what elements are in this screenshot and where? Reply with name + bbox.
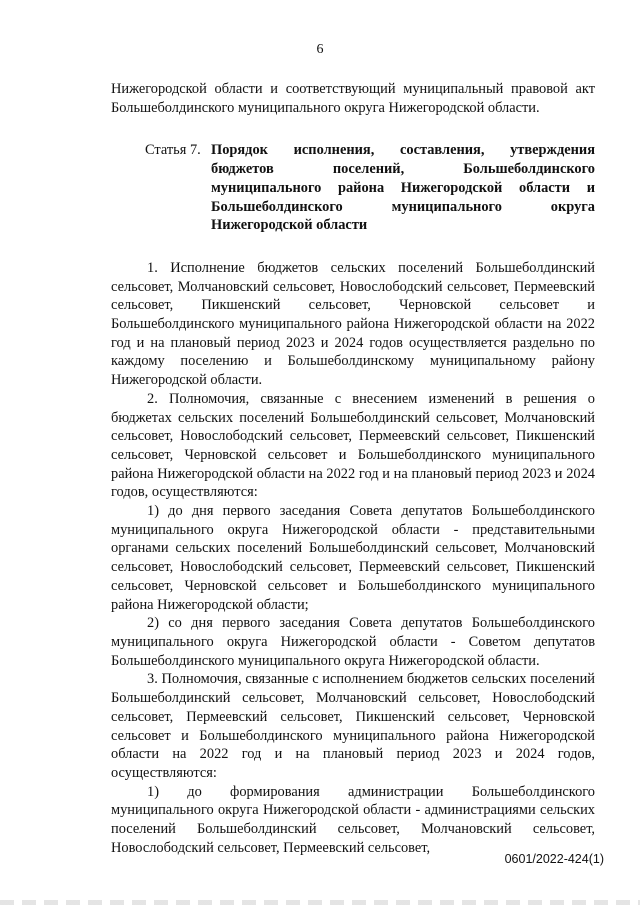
scan-edge-artifact xyxy=(0,900,640,905)
paragraph-3-item-1: 1) до формирования администрации Большеболдинского муниципального округа Нижегородской области - администрациями сельских поселений Большеболдинский сельсовет, Молчановский сельсовет, Новослободский сельсовет, Пермеевский сельсовет, xyxy=(111,783,595,856)
article-heading xyxy=(111,141,595,235)
paragraph-2-item-1: 1) до дня первого заседания Совета депутатов Большеболдинского муниципального округа Нижегородской области - представительными органами сельских поселений Большеболдинский сельсовет, Молчановский сельсовет, Новослободский сельсовет, Пермеевский сельсовет, Пикшенский сельсовет, Черновской сельсовет и Большеболдинского муниципального района Нижегородской области; xyxy=(111,503,595,613)
article-title: Порядок исполнения, составления, утверждения бюджетов поселений, Большеболдинского муниципального района Нижегородской области и Большеболдинского муниципального округа Нижегородской области xyxy=(211,142,595,234)
article-label: Статья 7. xyxy=(145,142,201,159)
paragraph-3: 3. Полномочия, связанные с исполнением бюджетов сельских поселений Большеболдинский сельсовет, Молчановский сельсовет, Новослободский сельсовет, Пермеевский сельсовет, Пикшенский сельсовет, Черновской сельсовет и Большеболдинского муниципального района Нижегородской области на 2022 год и на плановый период 2023 и 2024 годов, осуществляются: xyxy=(111,671,595,781)
paragraph-1: 1. Исполнение бюджетов сельских поселений Большеболдинский сельсовет, Молчановский сельсовет, Новослободский сельсовет, Пермеевский сельсовет, Пикшенский сельсовет, Черновской сельсовет и Большеболдинского муниципального района Нижегородской области на 2022 год и на плановый период 2023 и 2024 годов осуществляется раздельно по каждому поселению и Большеболдинскому муниципальному району Нижегородской области. xyxy=(111,259,595,389)
paragraph-2: 2. Полномочия, связанные с внесением изменений в решения о бюджетах сельских поселений Большеболдинский сельсовет, Молчановский сельсовет, Новослободский сельсовет, Пермеевский сельсовет, Пикшенский сельсовет, Черновской сельсовет и Большеболдинского муниципального района Нижегородской области на 2022 год и на плановый период 2023 и 2024 годов, осуществляются: xyxy=(111,390,595,501)
page-number: 6 xyxy=(316,42,324,57)
document-code: 0601/2022-424(1) xyxy=(504,852,604,866)
intro-paragraph: Нижегородской области и соответствующий муниципальный правовой акт Большеболдинского муниципального округа Нижегородской области. xyxy=(111,81,595,116)
paragraph-2-item-2: 2) со дня первого заседания Совета депутатов Большеболдинского муниципального округа Нижегородской области - Советом депутатов Большеболдинского муниципального округа Нижегородской области. xyxy=(111,615,595,669)
document-body xyxy=(111,80,595,857)
